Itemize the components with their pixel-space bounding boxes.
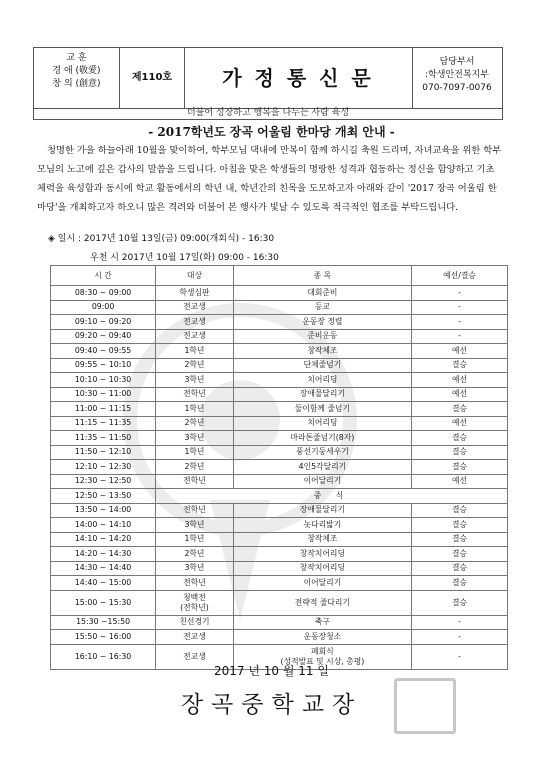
cell-round: 예선 xyxy=(412,344,508,359)
cell-round: - xyxy=(412,286,508,301)
event-date: ◈ 일시 : 2017년 10월 13일(금) 09:00(개회식) - 16:30 xyxy=(48,234,275,244)
cell-time: 14:40 ~ 15:00 xyxy=(51,576,156,591)
cell-round: 예선 xyxy=(412,416,508,431)
table-row xyxy=(51,315,508,330)
cell-time: 16:10 ~ 16:30 xyxy=(51,644,156,669)
cell-round: 예선 xyxy=(412,474,508,489)
table-row xyxy=(51,286,508,301)
schedule-table xyxy=(50,265,508,670)
col-target: 대상 xyxy=(156,266,234,286)
cell-event: 마라톤줄넘기(8자) xyxy=(233,431,411,446)
table-row xyxy=(51,590,508,615)
dept-label: 담당부서 xyxy=(439,57,475,67)
cell-target: 전교생 xyxy=(156,630,234,645)
cell-target: 청백전 (전학년) xyxy=(156,590,234,615)
col-time: 시 간 xyxy=(51,266,156,286)
cell-time: 14:00 ~ 14:10 xyxy=(51,518,156,533)
cell-event: 창작체조 xyxy=(233,344,411,359)
cell-time: 12:30 ~ 12:50 xyxy=(51,474,156,489)
education-motto: 더불어 성장하고 행복을 나누는 사람 육성 xyxy=(33,107,503,120)
notice-title: - 2017학년도 장곡 어울림 한마당 개최 안내 - xyxy=(148,125,395,139)
cell-event: 둘이함께 줄넘기 xyxy=(233,402,411,417)
cell-target: 1학년 xyxy=(156,532,234,547)
table-row xyxy=(51,373,508,388)
cell-event: 단체줄넘기 xyxy=(233,358,411,373)
school-motto-box xyxy=(34,48,120,108)
rain-date: 우천 시 2017년 10월 17일(화) 09:00 - 16:30 xyxy=(90,253,279,263)
cell-round: - xyxy=(412,300,508,315)
cell-event: 창작체조 xyxy=(233,532,411,547)
notice-body: 청명한 가을 하늘아래 10월을 맞이하여, 학부모님 댁내에 만복이 함께 하시길 축원 드리며, 자녀교육을 위한 학부모님의 노고에 깊은 감사의 말씀을 드립니다. 아침을 맞은 학생들의 명랑한 성격과 협동하는 정신을 함양하고 기초체력을 육성함과 동시에 학교 활동에서의 학년 내, 학년간의 친목을 도모하고자 아래와 같이 '2017 장곡 어울림 한마당'을 개최하고자 하오니 많은 격려와 더불어 본 행사가 빛날 수 있도록 적극적인 협조를 부탁드립니다. xyxy=(37,145,502,213)
cell-round: 예선 xyxy=(412,387,508,402)
cell-round: 결승 xyxy=(412,503,508,518)
table-row xyxy=(51,489,508,504)
table-row xyxy=(51,431,508,446)
cell-target: 2학년 xyxy=(156,416,234,431)
table-row xyxy=(51,503,508,518)
cell-target: 전학년 xyxy=(156,576,234,591)
col-round: 예선/결승 xyxy=(412,266,508,286)
cell-round: 결승 xyxy=(412,576,508,591)
cell-round: 결승 xyxy=(412,431,508,446)
cell-round: 결승 xyxy=(412,547,508,562)
motto-box-line: 경 애 (敬愛) xyxy=(52,66,101,76)
cell-target: 2학년 xyxy=(156,460,234,475)
cell-round: 결승 xyxy=(412,561,508,576)
cell-time: 14:10 ~ 14:20 xyxy=(51,532,156,547)
cell-event: 이어달리기 xyxy=(233,576,411,591)
cell-time: 14:30 ~ 14:40 xyxy=(51,561,156,576)
table-row xyxy=(51,630,508,645)
cell-event: 등교 xyxy=(233,300,411,315)
table-row xyxy=(51,329,508,344)
cell-time: 15:00 ~ 15:30 xyxy=(51,590,156,615)
cell-time: 09:40 ~ 09:55 xyxy=(51,344,156,359)
cell-target: 전학년 xyxy=(156,387,234,402)
table-row xyxy=(51,445,508,460)
department-box xyxy=(412,48,502,108)
cell-time: 12:10 ~ 12:30 xyxy=(51,460,156,475)
cell-event: 장애물달리기 xyxy=(233,387,411,402)
newsletter-title: 가 정 통 신 문 xyxy=(184,48,413,108)
cell-time: 11:15 ~ 11:35 xyxy=(51,416,156,431)
table-row xyxy=(51,402,508,417)
table-row xyxy=(51,358,508,373)
cell-event: 놋다리밟기 xyxy=(233,518,411,533)
cell-event: 치어리딩 xyxy=(233,416,411,431)
cell-target: 3학년 xyxy=(156,373,234,388)
cell-round: 결승 xyxy=(412,532,508,547)
cell-time: 09:20 ~ 09:40 xyxy=(51,329,156,344)
cell-time: 09:00 xyxy=(51,300,156,315)
table-row xyxy=(51,460,508,475)
cell-target: 전학년 xyxy=(156,503,234,518)
table-row xyxy=(51,300,508,315)
principal-signature: 장곡중학교장 xyxy=(180,692,363,718)
cell-event: 축구 xyxy=(233,615,411,630)
cell-time: 15:50 ~ 16:00 xyxy=(51,630,156,645)
cell-time: 11:50 ~ 12:10 xyxy=(51,445,156,460)
cell-event: 장애물달리기 xyxy=(233,503,411,518)
cell-target: 2학년 xyxy=(156,547,234,562)
cell-time: 08:30 ~ 09:00 xyxy=(51,286,156,301)
cell-target: 3학년 xyxy=(156,561,234,576)
official-seal xyxy=(394,678,456,734)
cell-event: 전략적 줄다리기 xyxy=(233,590,411,615)
cell-target: 전교생 xyxy=(156,644,234,669)
cell-target: 2학년 xyxy=(156,358,234,373)
cell-round: 결승 xyxy=(412,358,508,373)
cell-time: 14:20 ~ 14:30 xyxy=(51,547,156,562)
cell-round: - xyxy=(412,329,508,344)
cell-event: 대회준비 xyxy=(233,286,411,301)
cell-round: 결승 xyxy=(412,518,508,533)
cell-event: 풍선기둥세우기 xyxy=(233,445,411,460)
cell-time: 11:00 ~ 11:15 xyxy=(51,402,156,417)
cell-round: 결승 xyxy=(412,460,508,475)
cell-event: 준비운동 xyxy=(233,329,411,344)
cell-event: 치어리딩 xyxy=(233,373,411,388)
cell-time: 13:50 ~ 14:00 xyxy=(51,503,156,518)
cell-event: 폐회식 (성적발표 및 시상, 총평) xyxy=(233,644,411,669)
cell-time: 09:10 ~ 09:20 xyxy=(51,315,156,330)
cell-target: 친선경기 xyxy=(156,615,234,630)
header-box xyxy=(33,47,503,109)
cell-time: 10:30 ~ 11:00 xyxy=(51,387,156,402)
motto-box-line: 교 훈 xyxy=(66,53,87,63)
table-row xyxy=(51,474,508,489)
cell-round: 결승 xyxy=(412,590,508,615)
cell-target: 1학년 xyxy=(156,344,234,359)
cell-round: - xyxy=(412,315,508,330)
cell-event: 창작치어리딩 xyxy=(233,561,411,576)
table-row xyxy=(51,387,508,402)
cell-target: 전교생 xyxy=(156,329,234,344)
cell-event: 중 식 xyxy=(156,489,508,504)
table-row xyxy=(51,344,508,359)
cell-event: 이어달리기 xyxy=(233,474,411,489)
table-row xyxy=(51,416,508,431)
cell-event: 운동장청소 xyxy=(233,630,411,645)
table-row xyxy=(51,615,508,630)
cell-round: - xyxy=(412,644,508,669)
issue-number: 제110호 xyxy=(120,48,185,108)
cell-target: 학생심판 xyxy=(156,286,234,301)
table-header-row xyxy=(51,266,508,286)
cell-time: 09:55 ~ 10:10 xyxy=(51,358,156,373)
cell-round: - xyxy=(412,615,508,630)
cell-target: 전교생 xyxy=(156,300,234,315)
cell-target: 1학년 xyxy=(156,445,234,460)
cell-target: 3학년 xyxy=(156,431,234,446)
table-row xyxy=(51,561,508,576)
table-row xyxy=(51,547,508,562)
col-event: 종 목 xyxy=(233,266,411,286)
dept-phone: 070-7097-0076 xyxy=(422,83,492,93)
cell-round: 결승 xyxy=(412,402,508,417)
issue-date: 2017 년 10 월 11 일 xyxy=(214,664,329,678)
cell-time: 12:50 ~ 13:50 xyxy=(51,489,156,504)
cell-event: 운동장 정렬 xyxy=(233,315,411,330)
cell-round: 예선 xyxy=(412,373,508,388)
cell-event: 4인5각달리기 xyxy=(233,460,411,475)
cell-time: 15:30 ~15:50 xyxy=(51,615,156,630)
cell-target: 1학년 xyxy=(156,402,234,417)
cell-time: 10:10 ~ 10:30 xyxy=(51,373,156,388)
cell-target: 3학년 xyxy=(156,518,234,533)
cell-round: 결승 xyxy=(412,445,508,460)
table-row xyxy=(51,576,508,591)
motto-box-line: 창 의 (創意) xyxy=(52,79,101,89)
table-row xyxy=(51,518,508,533)
dept-name: :학생안전복지부 xyxy=(425,70,489,80)
cell-event: 창작치어리딩 xyxy=(233,547,411,562)
cell-target: 전교생 xyxy=(156,315,234,330)
cell-target: 전학년 xyxy=(156,474,234,489)
table-row xyxy=(51,532,508,547)
cell-round: - xyxy=(412,630,508,645)
cell-time: 11:35 ~ 11:50 xyxy=(51,431,156,446)
